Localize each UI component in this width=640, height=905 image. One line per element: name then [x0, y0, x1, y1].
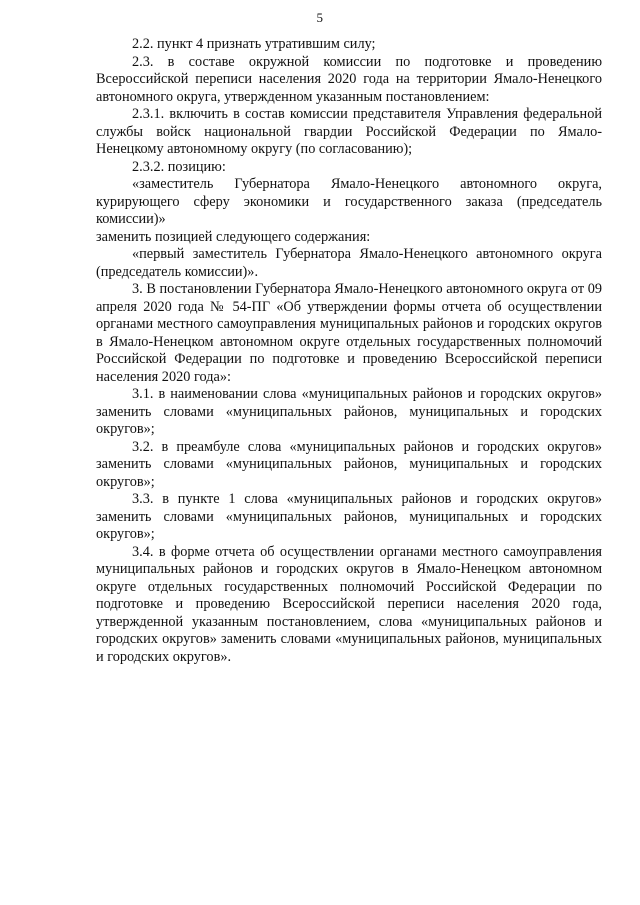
paragraph-2-2: 2.2. пункт 4 признать утратившим силу; — [132, 36, 376, 52]
quoted-new-position: «первый заместитель Губернатора Ямало-Ненецкого автономного округа (председатель комиссии)». — [96, 246, 602, 280]
paragraph-3-2: 3.2. в преамбуле слова «муниципальных районов и городских округов» заменить словами «муниципальных районов, муниципальных и городских округов»; — [96, 438, 602, 490]
replace-instruction: заменить позицией следующего содержания: — [96, 228, 371, 245]
paragraph-3-4: 3.4. в форме отчета об осуществлении органами местного самоуправления муниципальных районов и городских округов в Ямало-Ненецком автономном округе отдельных государственных полномочий Российской Федерации по подготовке и проведению Всероссийской переписи населения 2020 года, утвержденной указанным постановлением, слова «муниципальных районов и городских округов» заменить словами «муниципальных районов, муниципальных и городских округов». — [96, 543, 602, 665]
page-number: 5 — [316, 10, 324, 25]
paragraph-2-3: 2.3. в составе окружной комиссии по подготовке и проведению Всероссийской переписи населения 2020 года на территории Ямало-Ненецкого автономного округа, утвержденном указанным постановлением: — [96, 53, 602, 105]
quoted-old-position: «заместитель Губернатора Ямало-Ненецкого автономного округа, курирующего сферу экономики и государственного заказа (председатель комиссии)» — [96, 176, 602, 227]
paragraph-3: 3. В постановлении Губернатора Ямало-Ненецкого автономного округа от 09 апреля 2020 года № 54-ПГ «Об утверждении формы отчета об осуществлении органами местного самоуправления муниципальных районов и городских округов в Ямало-Ненецком автономном округе отдельных государственных полномочий Российской Федерации по подготовке и проведению Всероссийской переписи населения 2020 года»: — [96, 281, 602, 385]
document-body — [96, 36, 602, 666]
paragraph-3-1: 3.1. в наименовании слова «муниципальных районов и городских округов» заменить словами «муниципальных районов, муниципальных и городских округов»; — [96, 386, 602, 437]
paragraph-2-3-2: 2.3.2. позицию: — [132, 158, 226, 175]
paragraph-2-3-1: 2.3.1. включить в состав комиссии представителя Управления федеральной службы войск национальной гвардии Российской Федерации по Ямало-Ненецкому автономному округу (по согласованию); — [96, 106, 602, 157]
paragraph-3-3: 3.3. в пункте 1 слова «муниципальных районов и городских округов» заменить словами «муниципальных районов, муниципальных и городских округов»; — [96, 491, 602, 542]
